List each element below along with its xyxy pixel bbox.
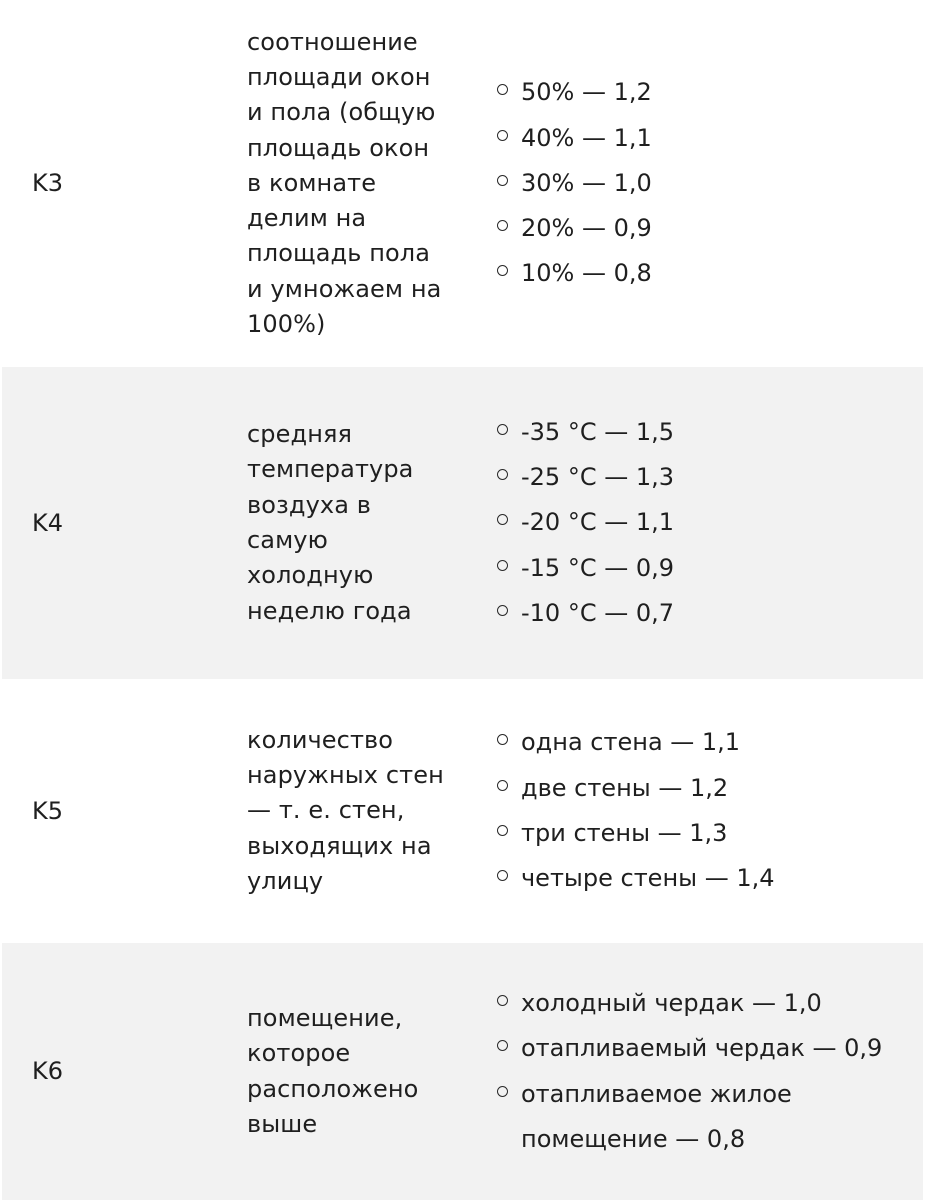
value-text: 50% — 1,2 <box>521 78 652 107</box>
circle-bullet-icon <box>497 265 508 276</box>
list-item <box>497 981 923 1026</box>
circle-bullet-icon <box>497 1086 508 1097</box>
list-item <box>497 591 923 636</box>
table-row <box>2 0 923 367</box>
circle-bullet-icon <box>497 605 508 616</box>
circle-bullet-icon <box>497 870 508 881</box>
coefficient-description: помещение, которое расположено выше <box>247 1003 419 1138</box>
value-text: -20 °С — 1,1 <box>521 508 675 537</box>
coefficient-description: соотношение площади окон и пола (общую площадь окон в комнате делим на площадь пола и умножаем на 100%) <box>247 27 442 339</box>
list-item <box>497 500 923 545</box>
circle-bullet-icon <box>497 1040 508 1051</box>
value-text: -25 °С — 1,3 <box>521 463 675 492</box>
coefficient-description: количество наружных стен — т. е. стен, выходящих на улицу <box>247 725 444 895</box>
coefficient-key: K4 <box>32 508 64 537</box>
value-text: отапливаемый чердак — 0,9 <box>521 1034 883 1063</box>
value-text: три стены — 1,3 <box>521 819 728 847</box>
coefficient-key: K6 <box>32 1057 64 1085</box>
value-text: отапливаемое жилое помещение — 0,8 <box>521 1079 792 1153</box>
coefficient-values <box>497 70 923 296</box>
value-list <box>497 70 923 296</box>
value-list <box>497 720 923 901</box>
value-text: -10 °С — 0,7 <box>521 598 675 627</box>
list-item <box>497 455 923 500</box>
value-list <box>497 981 923 1162</box>
value-list <box>497 410 923 636</box>
list-item <box>497 720 923 765</box>
circle-bullet-icon <box>497 175 508 186</box>
value-text: -35 °С — 1,5 <box>521 417 675 446</box>
value-text: 30% — 1,0 <box>521 168 652 197</box>
circle-bullet-icon <box>497 84 508 95</box>
list-item <box>497 1026 923 1071</box>
value-text: одна стена — 1,1 <box>521 728 741 757</box>
circle-bullet-icon <box>497 130 508 141</box>
circle-bullet-icon <box>497 220 508 231</box>
value-text: четыре стены — 1,4 <box>521 864 775 893</box>
circle-bullet-icon <box>497 780 508 791</box>
circle-bullet-icon <box>497 469 508 480</box>
list-item <box>497 161 923 206</box>
list-item <box>497 856 923 901</box>
circle-bullet-icon <box>497 825 508 836</box>
coefficient-values <box>497 410 923 636</box>
value-text: 10% — 0,8 <box>521 259 652 288</box>
coefficient-key: K5 <box>32 796 64 825</box>
value-text: 20% — 0,9 <box>521 214 652 243</box>
coefficient-table <box>2 0 923 1200</box>
coefficient-key: K3 <box>32 169 64 197</box>
list-item <box>497 70 923 115</box>
list-item <box>497 251 923 296</box>
list-item <box>497 206 923 251</box>
value-text: две стены — 1,2 <box>521 773 729 802</box>
list-item <box>497 546 923 591</box>
table-row <box>2 943 923 1200</box>
value-text: холодный чердак — 1,0 <box>521 988 822 1017</box>
list-item <box>497 410 923 455</box>
table-row <box>2 679 923 943</box>
table-row <box>2 367 923 679</box>
circle-bullet-icon <box>497 560 508 571</box>
list-item <box>497 766 923 811</box>
coefficient-values <box>497 981 923 1162</box>
list-item <box>497 1072 923 1163</box>
value-text: -15 °С — 0,9 <box>521 553 675 582</box>
circle-bullet-icon <box>497 514 508 525</box>
coefficient-description: средняя температура воздуха в самую холодную неделю года <box>247 420 414 625</box>
circle-bullet-icon <box>497 734 508 745</box>
coefficient-values <box>497 720 923 901</box>
list-item <box>497 811 923 856</box>
circle-bullet-icon <box>497 995 508 1006</box>
circle-bullet-icon <box>497 424 508 435</box>
value-text: 40% — 1,1 <box>521 123 652 152</box>
list-item <box>497 116 923 161</box>
